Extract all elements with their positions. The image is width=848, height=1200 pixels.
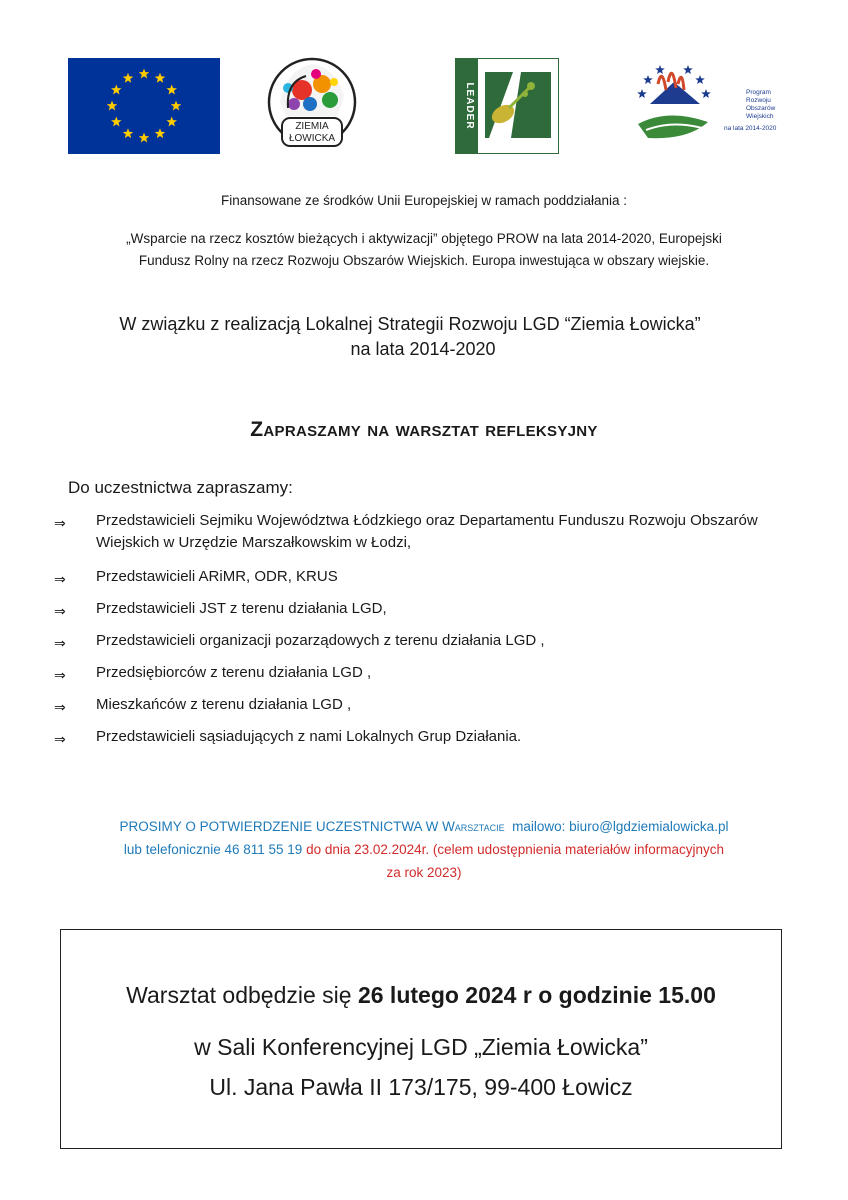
intro-line-2: na lata 2014-2020 (350, 339, 496, 359)
logo-bar (0, 56, 848, 156)
funding-line-1: Finansowane ze środków Unii Europejskiej w ramach poddziałania : (221, 193, 627, 208)
invitee-item (0, 726, 848, 748)
rsvp-email: mailowo: biuro@lgdziemialowicka.pl (504, 819, 729, 834)
invitee-item (0, 630, 848, 652)
invite-label: Do uczestnictwa zapraszamy: (68, 478, 293, 497)
rsvp-deadline-end: za rok 2023) (386, 865, 462, 880)
invitee-text: Przedstawicieli organizacji pozarządowych z terenu działania LGD , (96, 632, 545, 649)
zl-logo-text-1: ZIEMIA (295, 121, 329, 132)
invitee-text: Przedstawicieli sąsiadujących z nami Lokalnych Grup Działania. (96, 728, 522, 745)
prow-logo (628, 60, 788, 150)
prow-line2: Rozwoju (746, 97, 771, 104)
funding-line-3: Fundusz Rolny na rzecz Rozwoju Obszarów Wiejskich. Europa inwestująca w obszary wiejskie. (138, 253, 710, 268)
invitee-item (0, 598, 848, 620)
arrow-right-icon: ⇒ (54, 571, 66, 587)
arrow-right-icon: ⇒ (54, 635, 66, 651)
page-title: Zapraszamy na warsztat refleksyjny (250, 418, 598, 441)
arrow-right-icon: ⇒ (54, 699, 66, 715)
eu-flag-icon (68, 58, 220, 154)
ziemia-lowicka-logo (266, 56, 358, 152)
event-when (61, 982, 781, 1009)
rsvp-part1-sc: Warsztacie (442, 819, 505, 834)
arrow-right-icon: ⇒ (54, 667, 66, 683)
intro-line-1: W związku z realizacją Lokalnej Strategii Rozwoju LGD “Ziemia Łowicka” (119, 314, 701, 334)
zl-logo-text-2: ŁOWICKA (288, 133, 336, 144)
event-info-box (60, 929, 782, 1149)
prow-line1: Program (746, 89, 771, 96)
funding-text (40, 228, 808, 272)
rsvp-part1: PROSIMY O POTWIERDZENIE UCZESTNICTWA W (119, 819, 443, 834)
event-prefix: Warsztat odbędzie się (126, 982, 358, 1008)
prow-line5: na lata 2014-2020 (724, 125, 777, 132)
invitee-item (0, 694, 848, 716)
invitee-text: Przedstawicieli JST z terenu działania LGD, (96, 600, 387, 617)
invitee-item (0, 662, 848, 684)
invitee-text: Przedsiębiorców z terenu działania LGD , (96, 664, 372, 681)
prow-line4: Wiejskich (746, 113, 774, 120)
event-datetime: 26 lutego 2024 r o godzinie 15.00 (357, 982, 716, 1008)
leader-logo (455, 58, 559, 154)
invitee-text: Przedstawicieli ARiMR, ODR, KRUS (96, 568, 338, 585)
invitee-item (0, 510, 848, 554)
invitee-text: Mieszkańców z terenu działania LGD , (96, 696, 352, 713)
event-place: w Sali Konferencyjnej LGD „Ziemia Łowicka” (194, 1034, 648, 1060)
event-address: Ul. Jana Pawła II 173/175, 99-400 Łowicz (209, 1074, 633, 1100)
rsvp-deadline: do dnia 23.02.2024r. (celem udostępnienia materiałów informacyjnych (306, 842, 725, 857)
funding-line-2: „Wsparcie na rzecz kosztów bieżących i aktywizacji” objętego PROW na lata 2014-2020, Europejski (126, 231, 722, 246)
arrow-right-icon: ⇒ (54, 731, 66, 747)
arrow-right-icon: ⇒ (54, 603, 66, 619)
rsvp-notice (40, 815, 808, 884)
rsvp-phone: lub telefonicznie 46 811 55 19 (123, 842, 307, 857)
arrow-right-icon: ⇒ (54, 515, 66, 531)
intro (60, 312, 760, 362)
prow-line3: Obszarów (746, 105, 776, 112)
leader-text: LEADER (464, 82, 475, 130)
invitee-text: Przedstawicieli Sejmiku Województwa Łódzkiego oraz Departamentu Funduszu Rozwoju Obszarów Wiejskich w Urzędzie Marszałkowskim w Łodzi, (96, 512, 758, 551)
invitee-item (0, 566, 848, 588)
